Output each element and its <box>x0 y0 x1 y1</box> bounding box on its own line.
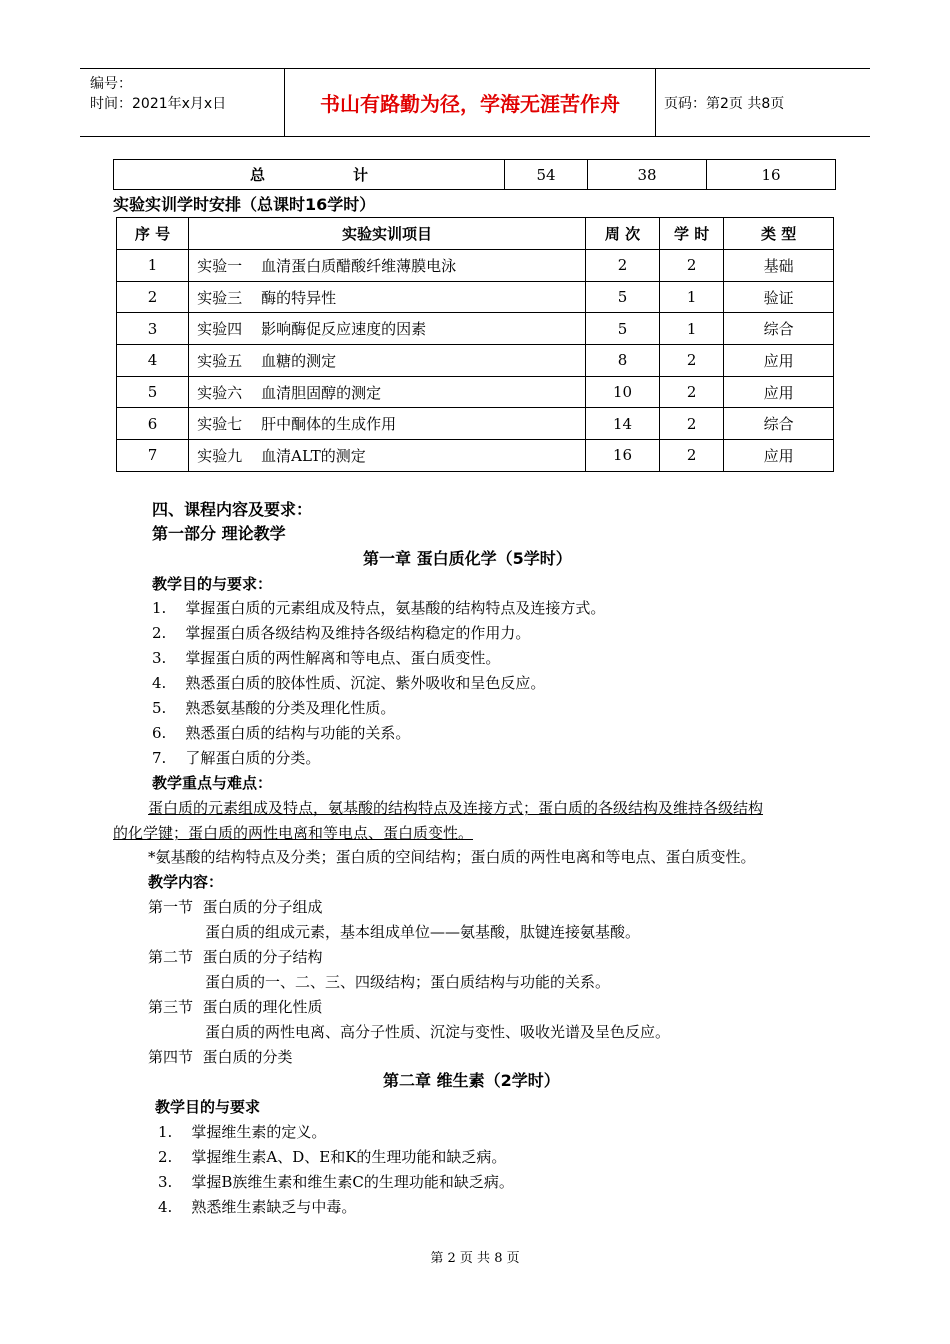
header-motto: 书山有路勤为径，学海无涯苦作舟 <box>320 92 620 116</box>
list-item: 4. 熟悉蛋白质的胶体性质、沉淀、紫外吸收和呈色反应。 <box>152 674 546 692</box>
lab-table-cell: 应用 <box>724 376 834 408</box>
lab-table-cell: 7 <box>117 440 189 472</box>
lab-table-cell: 2 <box>660 376 724 408</box>
lab-table-cell: 实验七 肝中酮体的生成作用 <box>189 408 586 440</box>
section-heading: 第四节 蛋白质的分类 <box>148 1048 293 1066</box>
section-detail: 蛋白质的组成元素，基本组成单位——氨基酸，肽键连接氨基酸。 <box>205 923 641 941</box>
lab-table-cell: 实验九 血清ALT的测定 <box>189 440 586 472</box>
lab-table-cell: 2 <box>660 408 724 440</box>
chapter1-key-line2: 的化学键；蛋白质的两性电离和等电点、蛋白质变性。 <box>113 824 474 842</box>
list-item: 1. 掌握维生素的定义。 <box>158 1123 327 1141</box>
list-item: 3. 掌握蛋白质的两性解离和等电点、蛋白质变性。 <box>152 649 501 667</box>
table-row <box>117 376 834 408</box>
section-heading: 第二节 蛋白质的分子结构 <box>148 948 323 966</box>
total-table <box>113 159 836 190</box>
list-item: 4. 熟悉维生素缺乏与中毒。 <box>158 1198 357 1216</box>
lab-table-cell: 基础 <box>724 250 834 282</box>
doc-time-label: 时间：2021年x月x日 <box>90 96 227 112</box>
chapter1-goals-label: 教学目的与要求： <box>152 575 273 593</box>
section-title: 四、课程内容及要求： <box>152 500 313 519</box>
lab-table-cell: 实验四 影响酶促反应速度的因素 <box>189 313 586 345</box>
table-row <box>117 313 834 345</box>
total-hours: 54 <box>505 160 588 190</box>
lab-table-cell: 16 <box>585 440 659 472</box>
table-row <box>117 345 834 377</box>
lab-table <box>116 217 834 472</box>
table-row <box>117 440 834 472</box>
lab-table-cell: 实验三 酶的特异性 <box>189 281 586 313</box>
chapter1-title: 第一章 蛋白质化学（5学时） <box>363 549 572 568</box>
chapter1-key-line1: 蛋白质的元素组成及特点，氨基酸的结构特点及连接方式；蛋白质的各级结构及维持各级结构 <box>148 799 764 817</box>
lab-table-cell: 6 <box>117 408 189 440</box>
lab-table-cell: 2 <box>660 440 724 472</box>
lab-table-cell: 14 <box>585 408 659 440</box>
section-heading: 第三节 蛋白质的理化性质 <box>148 998 323 1016</box>
lab-table-header-cell: 实验实训项目 <box>189 218 586 250</box>
chapter1-key-label: 教学重点与难点： <box>152 774 273 792</box>
lab-table-cell: 8 <box>585 345 659 377</box>
lab-table-cell: 2 <box>660 345 724 377</box>
lab-table-cell: 2 <box>660 250 724 282</box>
list-item: 5. 熟悉氨基酸的分类及理化性质。 <box>152 699 396 717</box>
section-detail: 蛋白质的一、二、三、四级结构；蛋白质结构与功能的关系。 <box>205 973 611 991</box>
chapter1-content-label: 教学内容： <box>148 873 224 891</box>
header-page-info: 页码：第2页 共8页 <box>664 95 785 112</box>
lab-table-cell: 综合 <box>724 408 834 440</box>
lab-table-cell: 应用 <box>724 440 834 472</box>
lab-table-cell: 10 <box>585 376 659 408</box>
total-label-cell <box>114 160 505 190</box>
lab-table-header-cell: 周 次 <box>585 218 659 250</box>
list-item: 6. 熟悉蛋白质的结构与功能的关系。 <box>152 724 411 742</box>
section-detail: 蛋白质的两性电离、高分子性质、沉淀与变性、吸收光谱及呈色反应。 <box>205 1023 671 1041</box>
lab-schedule-title: 实验实训学时安排（总课时16学时） <box>113 195 376 214</box>
lab-table-cell: 5 <box>117 376 189 408</box>
lab-table-cell: 实验一 血清蛋白质醋酸纤维薄膜电泳 <box>189 250 586 282</box>
table-row <box>117 408 834 440</box>
header-meta <box>90 74 226 114</box>
chapter2-title: 第二章 维生素（2学时） <box>383 1071 560 1090</box>
lab-table-cell: 4 <box>117 345 189 377</box>
header-divider <box>655 69 656 136</box>
chapter1-difficulty: *氨基酸的结构特点及分类；蛋白质的空间结构；蛋白质的两性电离和等电点、蛋白质变性。 <box>148 848 756 866</box>
theory-hours: 38 <box>588 160 707 190</box>
lab-table-cell: 2 <box>117 281 189 313</box>
part-title: 第一部分 理论教学 <box>152 524 286 543</box>
list-item: 2. 掌握蛋白质各级结构及维持各级结构稳定的作用力。 <box>152 624 531 642</box>
list-item: 2. 掌握维生素A、D、E和K的生理功能和缺乏病。 <box>158 1148 507 1166</box>
lab-table-cell: 2 <box>585 250 659 282</box>
list-item: 1. 掌握蛋白质的元素组成及特点，氨基酸的结构特点及连接方式。 <box>152 599 606 617</box>
lab-table-header <box>117 218 834 250</box>
lab-table-cell: 1 <box>660 281 724 313</box>
list-item: 3. 掌握B族维生素和维生素C的生理功能和缺乏病。 <box>158 1173 514 1191</box>
lab-table-cell: 5 <box>585 281 659 313</box>
lab-table-header-cell: 学 时 <box>660 218 724 250</box>
section-heading: 第一节 蛋白质的分子组成 <box>148 898 323 916</box>
lab-table-cell: 实验六 血清胆固醇的测定 <box>189 376 586 408</box>
list-item: 7. 了解蛋白质的分类。 <box>152 749 321 767</box>
lab-table-cell: 1 <box>117 250 189 282</box>
lab-table-cell: 应用 <box>724 345 834 377</box>
lab-table-header-cell: 类 型 <box>724 218 834 250</box>
lab-table-cell: 综合 <box>724 313 834 345</box>
table-row <box>114 160 836 190</box>
table-row <box>117 250 834 282</box>
doc-number-label: 编号： <box>90 76 132 92</box>
lab-table-cell: 3 <box>117 313 189 345</box>
page-header <box>80 68 870 137</box>
lab-table-cell: 实验五 血糖的测定 <box>189 345 586 377</box>
practice-hours: 16 <box>707 160 836 190</box>
total-label-1: 总 <box>249 166 265 184</box>
lab-table-header-cell: 序 号 <box>117 218 189 250</box>
table-row <box>117 281 834 313</box>
total-label-2: 计 <box>353 166 369 184</box>
chapter2-goals-label: 教学目的与要求 <box>155 1098 261 1116</box>
page-footer: 第 2 页 共 8 页 <box>430 1251 520 1266</box>
lab-table-cell: 1 <box>660 313 724 345</box>
lab-table-cell: 5 <box>585 313 659 345</box>
lab-table-cell: 验证 <box>724 281 834 313</box>
